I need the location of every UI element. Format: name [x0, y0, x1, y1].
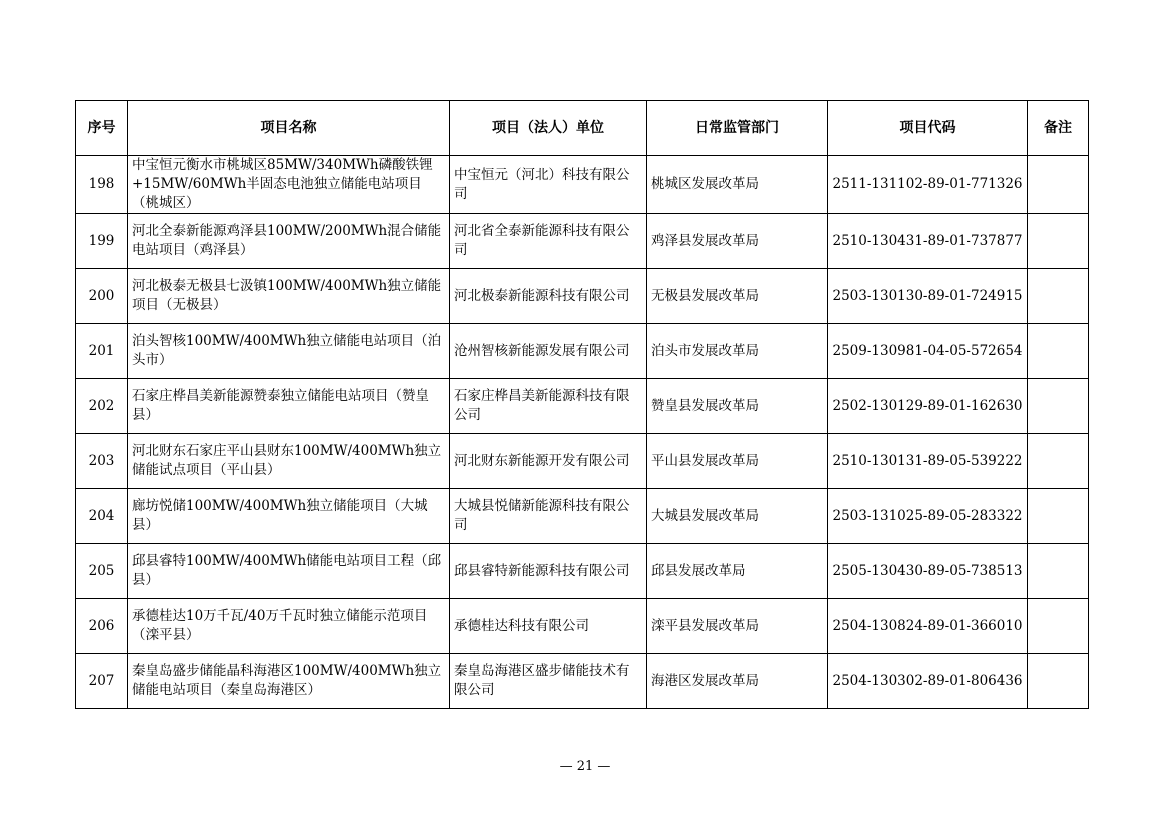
cell-code: 2503-131025-89-05-283322 [828, 489, 1028, 544]
cell-project-name: 泊头智核100MW/400MWh独立储能电站项目（泊头市） [128, 324, 450, 379]
header-no: 序号 [76, 101, 128, 156]
cell-code: 2509-130981-04-05-572654 [828, 324, 1028, 379]
cell-no: 199 [76, 214, 128, 269]
cell-project-name: 中宝恒元衡水市桃城区85MW/340MWh磷酸铁锂+15MW/60MWh半固态电池独立储能电站项目（桃城区） [128, 156, 450, 214]
cell-code: 2505-130430-89-05-738513 [828, 544, 1028, 599]
cell-dept: 邱县发展改革局 [647, 544, 828, 599]
cell-no: 203 [76, 434, 128, 489]
header-dept: 日常监管部门 [647, 101, 828, 156]
header-note: 备注 [1028, 101, 1089, 156]
cell-unit: 中宝恒元（河北）科技有限公司 [450, 156, 647, 214]
cell-dept: 鸡泽县发展改革局 [647, 214, 828, 269]
table-row [76, 324, 1089, 379]
cell-unit: 大城县悦储新能源科技有限公司 [450, 489, 647, 544]
table-row [76, 599, 1089, 654]
cell-project-name: 河北财东石家庄平山县财东100MW/400MWh独立储能试点项目（平山县） [128, 434, 450, 489]
table-row [76, 214, 1089, 269]
header-row [76, 101, 1089, 156]
table-row [76, 544, 1089, 599]
cell-code: 2510-130131-89-05-539222 [828, 434, 1028, 489]
cell-note [1028, 269, 1089, 324]
cell-unit: 河北极泰新能源科技有限公司 [450, 269, 647, 324]
cell-note [1028, 434, 1089, 489]
cell-unit: 秦皇岛海港区盛步储能技术有限公司 [450, 654, 647, 709]
cell-note [1028, 214, 1089, 269]
cell-note [1028, 324, 1089, 379]
cell-code: 2511-131102-89-01-771326 [828, 156, 1028, 214]
table-row [76, 156, 1089, 214]
cell-dept: 无极县发展改革局 [647, 269, 828, 324]
cell-dept: 滦平县发展改革局 [647, 599, 828, 654]
table-row [76, 489, 1089, 544]
cell-project-name: 邱县睿特100MW/400MWh储能电站项目工程（邱县） [128, 544, 450, 599]
cell-dept: 平山县发展改革局 [647, 434, 828, 489]
cell-no: 204 [76, 489, 128, 544]
table-header [76, 101, 1089, 156]
project-table [75, 100, 1089, 709]
cell-code: 2503-130130-89-01-724915 [828, 269, 1028, 324]
cell-unit: 河北省全泰新能源科技有限公司 [450, 214, 647, 269]
cell-no: 207 [76, 654, 128, 709]
cell-code: 2504-130302-89-01-806436 [828, 654, 1028, 709]
cell-dept: 大城县发展改革局 [647, 489, 828, 544]
cell-no: 202 [76, 379, 128, 434]
table-body [76, 156, 1089, 709]
cell-unit: 沧州智核新能源发展有限公司 [450, 324, 647, 379]
cell-no: 206 [76, 599, 128, 654]
header-project-name: 项目名称 [128, 101, 450, 156]
cell-note [1028, 599, 1089, 654]
header-code: 项目代码 [828, 101, 1028, 156]
cell-note [1028, 156, 1089, 214]
page-number: — 21 — [559, 759, 611, 774]
cell-code: 2504-130824-89-01-366010 [828, 599, 1028, 654]
cell-note [1028, 489, 1089, 544]
cell-dept: 赞皇县发展改革局 [647, 379, 828, 434]
cell-dept: 桃城区发展改革局 [647, 156, 828, 214]
cell-note [1028, 544, 1089, 599]
cell-project-name: 秦皇岛盛步储能晶科海港区100MW/400MWh独立储能电站项目（秦皇岛海港区） [128, 654, 450, 709]
cell-note [1028, 379, 1089, 434]
table-row [76, 379, 1089, 434]
cell-note [1028, 654, 1089, 709]
cell-project-name: 石家庄桦昌美新能源赞泰独立储能电站项目（赞皇县） [128, 379, 450, 434]
cell-no: 200 [76, 269, 128, 324]
cell-dept: 泊头市发展改革局 [647, 324, 828, 379]
cell-code: 2510-130431-89-01-737877 [828, 214, 1028, 269]
cell-unit: 承德桂达科技有限公司 [450, 599, 647, 654]
cell-dept: 海港区发展改革局 [647, 654, 828, 709]
cell-project-name: 河北极泰无极县七汲镇100MW/400MWh独立储能项目（无极县） [128, 269, 450, 324]
cell-unit: 石家庄桦昌美新能源科技有限公司 [450, 379, 647, 434]
cell-unit: 邱县睿特新能源科技有限公司 [450, 544, 647, 599]
cell-unit: 河北财东新能源开发有限公司 [450, 434, 647, 489]
table-row [76, 269, 1089, 324]
cell-no: 198 [76, 156, 128, 214]
cell-no: 201 [76, 324, 128, 379]
cell-code: 2502-130129-89-01-162630 [828, 379, 1028, 434]
cell-project-name: 河北全泰新能源鸡泽县100MW/200MWh混合储能电站项目（鸡泽县） [128, 214, 450, 269]
table-row [76, 654, 1089, 709]
cell-project-name: 承德桂达10万千瓦/40万千瓦时独立储能示范项目（滦平县） [128, 599, 450, 654]
header-unit: 项目（法人）单位 [450, 101, 647, 156]
cell-no: 205 [76, 544, 128, 599]
table-row [76, 434, 1089, 489]
cell-project-name: 廊坊悦储100MW/400MWh独立储能项目（大城县） [128, 489, 450, 544]
